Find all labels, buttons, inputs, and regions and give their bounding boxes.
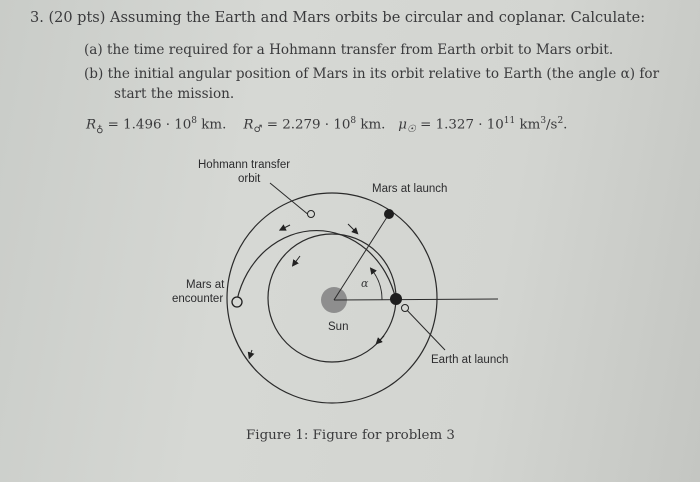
problem-text: Assuming the Earth and Mars orbits be circular and coplanar. Calculate: — [110, 10, 646, 26]
mu-unit: km — [519, 117, 541, 133]
earth-at-launch-label: Earth at launch — [431, 354, 509, 366]
mars-radius-unit: km. — [360, 117, 386, 133]
mars-at-encounter-label-line1: Mars at — [186, 279, 225, 291]
transfer-label-marker — [308, 211, 315, 218]
mu-unit-tail: /s — [546, 117, 558, 133]
part-b-text: the initial angular position of Mars in its orbit relative to Earth (the angle α) for — [107, 66, 660, 82]
alpha-arc — [372, 270, 382, 300]
mars-orbit-arrow-left — [282, 225, 290, 229]
problem-number: 3. — [30, 10, 44, 26]
earth-symbol-icon: ♁ — [96, 124, 104, 136]
problem-points: (20 pts) — [48, 10, 106, 26]
mu-symbol: μ — [398, 117, 407, 133]
mu-unit-tail-exponent: 2 — [557, 116, 564, 126]
mars-at-encounter-label-line2: encounter — [172, 293, 224, 305]
transfer-arrow-left — [294, 256, 300, 264]
sun-label: Sun — [328, 321, 349, 333]
part-a-label: (a) — [84, 42, 103, 58]
mars-orbit-arrow-bottom — [250, 350, 252, 356]
earth-launch-marker — [402, 305, 409, 312]
earth-radius-unit: km. — [201, 117, 227, 133]
mars-at-encounter-dot — [232, 297, 242, 307]
mu-end: . — [563, 117, 568, 133]
transfer-orbit-label-line1: Hohmann transfer — [198, 159, 291, 171]
earth-launch-radial — [334, 299, 498, 300]
earth-at-launch-dot — [390, 293, 402, 305]
sun-symbol-icon: ☉ — [406, 124, 416, 136]
mars-radius-value: = 2.279 · 10 — [266, 117, 351, 133]
earth-radius-value: = 1.496 · 10 — [107, 117, 192, 133]
earth-radius-symbol: R — [86, 117, 97, 133]
mars-at-launch-label: Mars at launch — [372, 183, 448, 195]
mars-at-launch-dot — [384, 209, 394, 219]
mu-value: = 1.327 · 10 — [420, 117, 504, 133]
transfer-label-leader — [270, 183, 310, 216]
mu-exponent: 11 — [503, 116, 516, 126]
figure-caption: Figure 1: Figure for problem 3 — [246, 428, 455, 443]
transfer-arrow-top — [348, 224, 356, 232]
mars-radius-exponent: 8 — [350, 116, 357, 126]
part-b-continuation: start the mission. — [114, 86, 235, 102]
mu-unit-exponent: 3 — [540, 116, 547, 126]
part-b-label: (b) — [84, 66, 104, 82]
alpha-label: α — [361, 277, 369, 290]
earth-launch-leader — [403, 306, 445, 350]
transfer-orbit-label-line2: orbit — [238, 173, 261, 185]
part-a-text: the time required for a Hohmann transfer from Earth orbit to Mars orbit. — [107, 42, 614, 58]
mars-radius-symbol: R — [243, 117, 254, 133]
earth-radius-exponent: 8 — [191, 116, 198, 126]
earth-orbit-arrow-right — [378, 336, 384, 342]
mars-symbol-icon: ♂ — [253, 124, 263, 136]
